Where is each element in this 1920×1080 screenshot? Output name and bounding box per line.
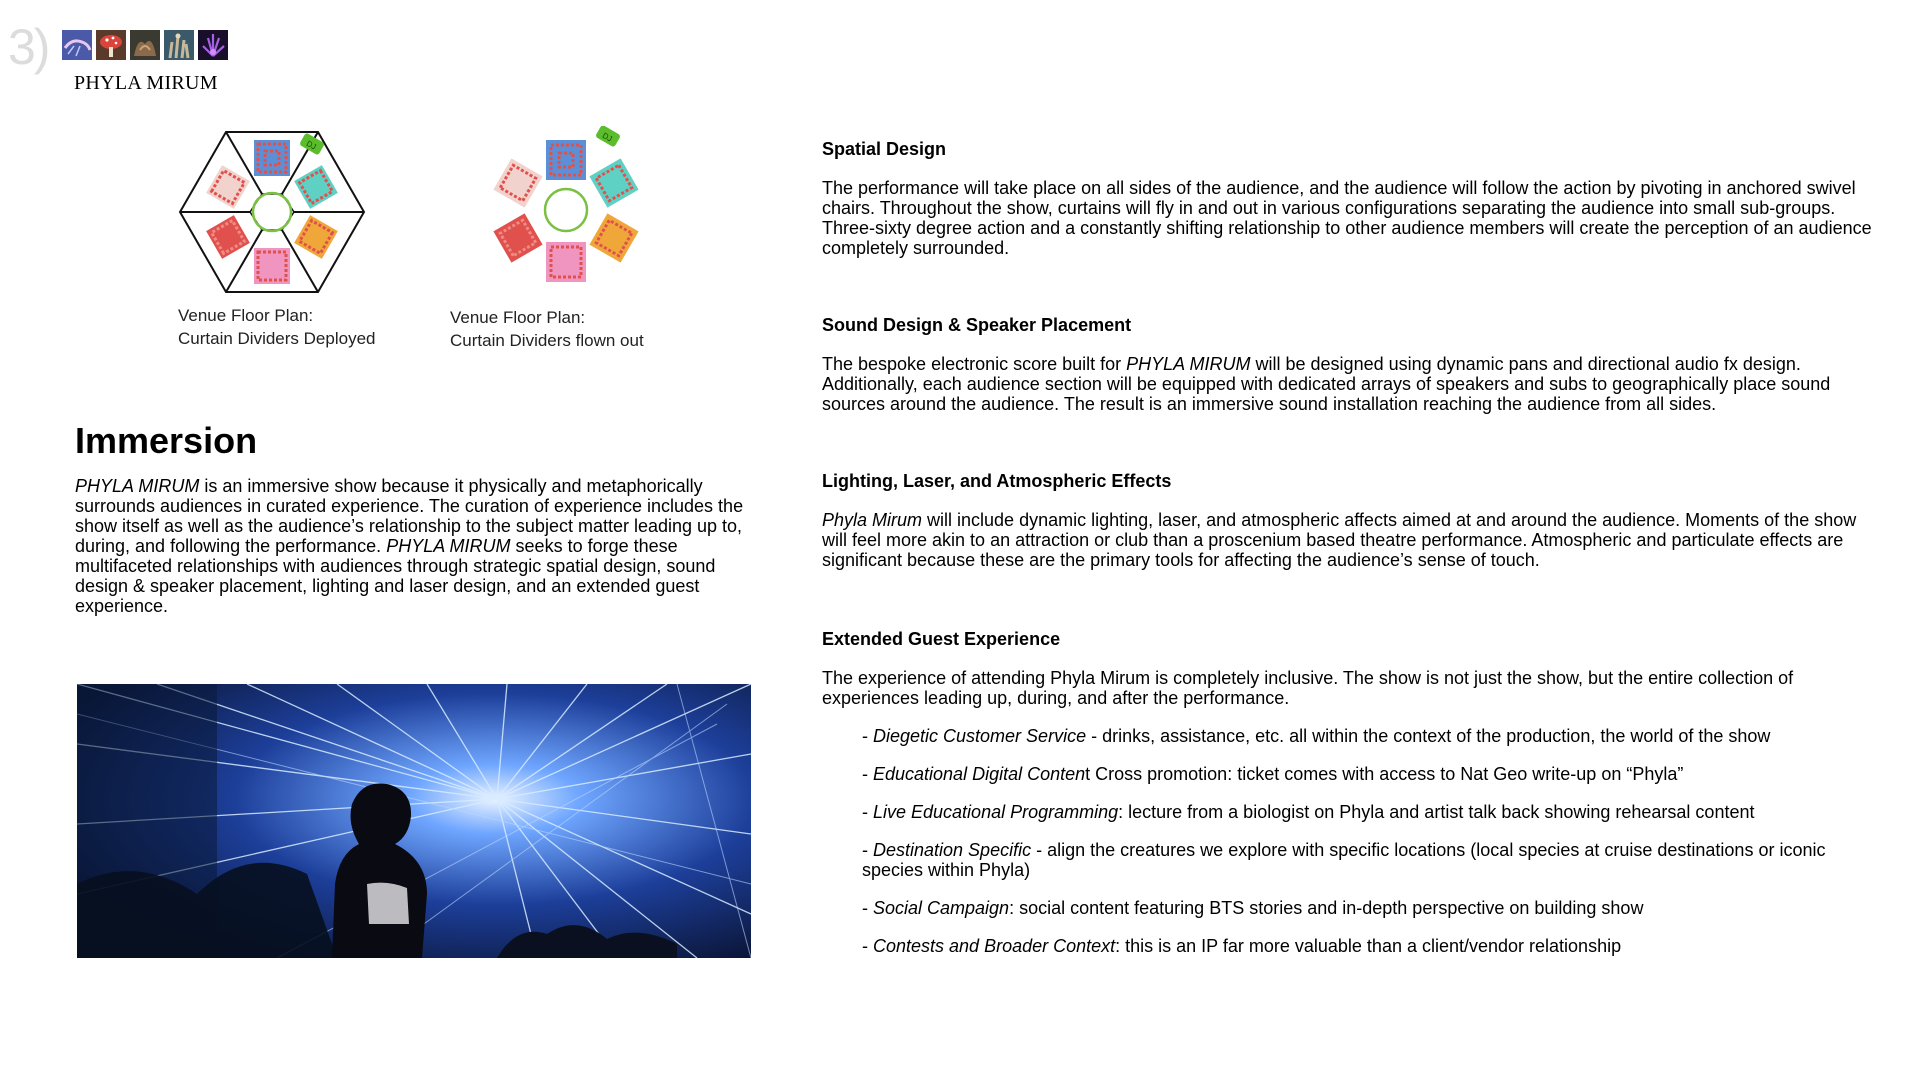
section-title: Spatial Design <box>822 139 947 159</box>
floor-plan-dividers-deployed <box>176 128 368 296</box>
immersion-text-2: seeks to forge these multifaceted relationships with audiences through strategic spatial design, sound design & speaker placement, lighting and laser design, and an extended guest experience. <box>75 536 716 616</box>
seating-block-bottom-right <box>589 213 638 262</box>
show-title-emphasis: Phyla Mirum <box>822 510 923 530</box>
section-body <box>822 510 1872 570</box>
seating-block-bottom <box>546 242 586 282</box>
caption-line-1: Venue Floor Plan: <box>450 308 586 327</box>
show-title-emphasis: PHYLA MIRUM <box>75 476 200 496</box>
spatial-design-section <box>822 139 1872 258</box>
brand-title: PHYLA MIRUM <box>74 72 218 94</box>
seating-block-top <box>254 140 290 176</box>
immersion-text-1: is an immersive show because it physically and metaphorically surrounds audiences in curated experience. The curation of experience includes the show itself as well as the audience’s relationship to the subject matter leading up to, during, and following the performance. <box>75 476 744 556</box>
section-title: Extended Guest Experience <box>822 629 1061 649</box>
sound-design-section <box>822 315 1872 414</box>
mushroom-image <box>96 30 126 60</box>
seating-block-bottom <box>254 248 290 284</box>
seating-block-top-right <box>589 158 638 207</box>
slide-number: 3) <box>8 19 49 75</box>
immersion-heading: Immersion <box>75 420 258 461</box>
thumbnail-strip <box>62 30 228 60</box>
section-body: The performance will take place on all sides of the audience, and the audience will follow the action by pivoting in anchored swivel chairs. Throughout the show, curtains will fly in and out in various configurations separating the audience into small sub-groups. Three-sixty degree action and a constantly shifting relationship to other audience members will create the perception of an audience completely surrounded. <box>822 178 1872 258</box>
show-title-emphasis: PHYLA MIRUM <box>1126 354 1251 374</box>
laser-show-photo <box>77 684 751 958</box>
caption-line-1: Venue Floor Plan: <box>178 306 314 325</box>
list-item: - Educational Digital Content Cross promotion: ticket comes with access to Nat Geo write-up on “Phyla” <box>862 764 1684 784</box>
section-body: The experience of attending Phyla Mirum is completely inclusive. The show is not just the show, but the entire collection of experiences leading up, during, and after the performance. <box>822 668 1794 708</box>
section-title: Sound Design & Speaker Placement <box>822 315 1132 335</box>
violet-creature-image <box>198 30 228 60</box>
floor-plan-caption-flown-out <box>450 306 644 352</box>
seating-block-top-left <box>493 158 542 207</box>
caption-line-2: Curtain Dividers Deployed <box>178 329 376 348</box>
list-item: - Diegetic Customer Service - drinks, assistance, etc. all within the context of the production, the world of the show <box>862 726 1771 746</box>
show-title-emphasis: PHYLA MIRUM <box>386 536 511 556</box>
list-item: - Destination Specific - align the creatures we explore with specific locations (local species at cruise destinations or iconic species within Phyla) <box>862 840 1826 880</box>
sound-text-2: will be designed using dynamic pans and directional audio fx design. Additionally, each audience section will be equipped with dedicated arrays of speakers and subs to geographically place sound sources around the audience. The result is an immersive sound installation reaching the audience from all sides. <box>822 354 1831 414</box>
dj-label: DJ <box>304 138 318 152</box>
coral-image <box>164 30 194 60</box>
list-item: - Social Campaign: social content featuring BTS stories and in-depth perspective on building show <box>862 898 1644 918</box>
guest-experience-section <box>822 629 1872 708</box>
lighting-section <box>822 471 1872 570</box>
fungus-image <box>130 30 160 60</box>
caption-line-2: Curtain Dividers flown out <box>450 331 644 350</box>
section-body <box>822 354 1872 414</box>
section-title: Lighting, Laser, and Atmospheric Effects <box>822 471 1172 491</box>
list-item: - Contests and Broader Context: this is an IP far more valuable than a client/vendor relationship <box>862 936 1622 956</box>
immersion-body <box>75 476 755 616</box>
dj-booth-badge <box>595 126 621 148</box>
dj-label: DJ <box>600 130 614 144</box>
floor-plan-dividers-flown-out <box>476 126 656 294</box>
sound-text-1: The bespoke electronic score built for <box>822 354 1127 374</box>
seating-block-bottom-left <box>493 213 542 262</box>
seating-block-top <box>546 140 586 180</box>
list-item: - Live Educational Programming: lecture from a biologist on Phyla and artist talk back showing rehearsal content <box>862 802 1755 822</box>
lighting-text: will include dynamic lighting, laser, and atmospheric affects aimed at and around the audience. Moments of the show will feel more akin to an attraction or club than a proscenium based theatre performance. Atmospheric and particulate effects are significant because these are the primary tools for affecting the audience’s sense of touch. <box>822 510 1857 570</box>
jellyfish-image <box>62 30 92 60</box>
floor-plan-caption-deployed <box>178 304 375 350</box>
